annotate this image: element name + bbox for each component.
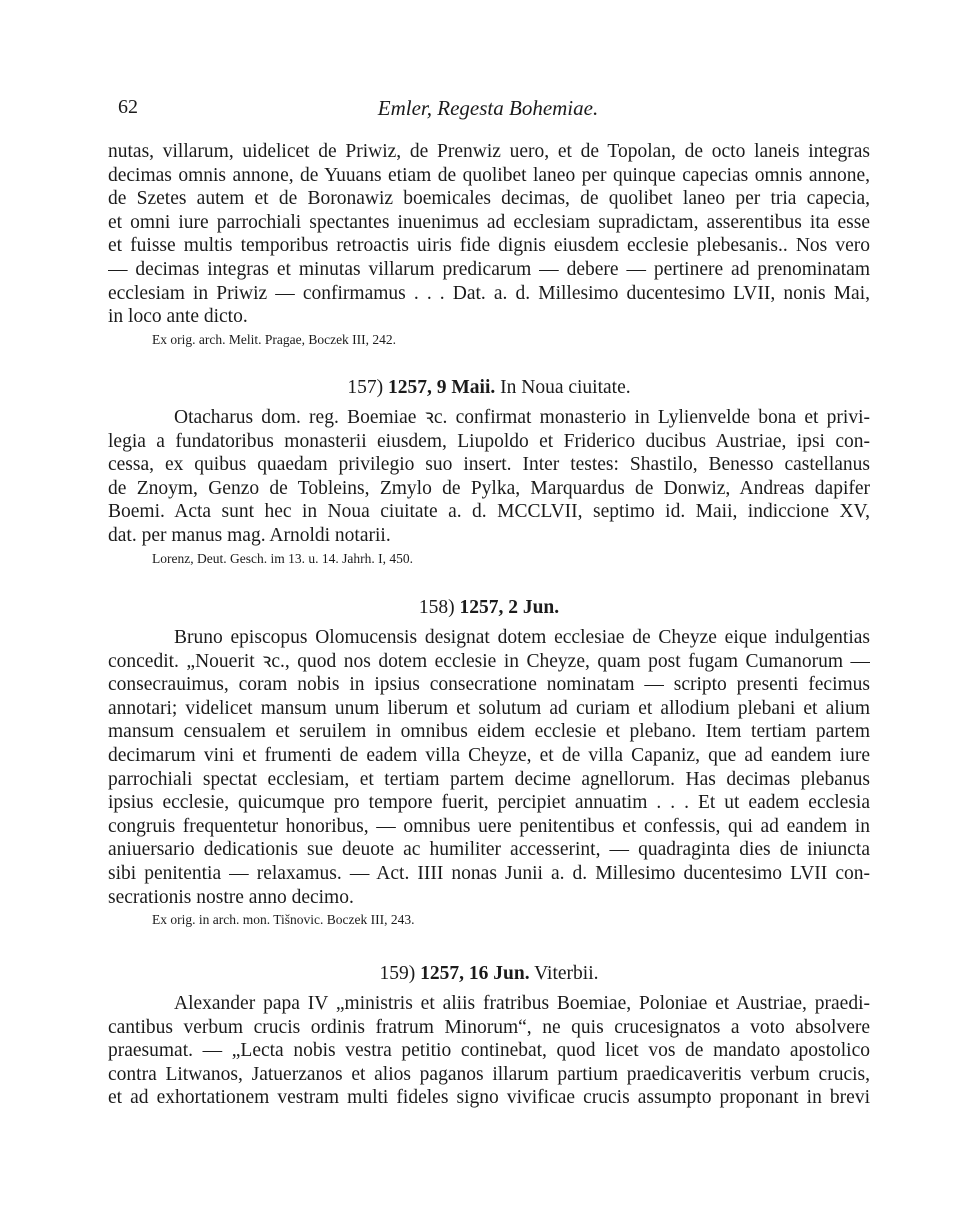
text-line: de Znoym, Genzo de Tobleins, Zmylo de Pylka, Marquardus de Donwiz, Andreas dapifer bbox=[108, 477, 870, 499]
page-number: 62 bbox=[118, 96, 138, 118]
text-line: aniuersario dedicationis sue deuote ac humiliter accesserint, — quadraginta dies de iniuncta bbox=[108, 839, 870, 861]
entry-heading bbox=[108, 596, 870, 620]
text-line: decimas omnis annone, de Yuuans etiam de quolibet laneo per quinque capecias omnis annone, bbox=[108, 164, 870, 186]
text-line: Bruno episcopus Olomucensis designat dotem ecclesiae de Cheyze eique indulgentias bbox=[174, 627, 870, 648]
text-line: ecclesiam in Priwiz — confirmamus . . . Dat. a. d. Millesimo ducentesimo LVII, nonis Mai, bbox=[108, 282, 870, 304]
text-line: mansum censualem et seruilem in omnibus eidem ecclesie et plebano. Item tertiam partem bbox=[108, 721, 870, 743]
entry-number: 159) bbox=[379, 963, 416, 984]
text-line: parrochiali spectat ecclesiam, et tertiam partem decime agnellorum. Has decimas plebanus bbox=[108, 768, 870, 790]
text-line: sibi penitentia — relaxamus. — Act. IIII nonas Junii a. d. Millesimo ducentesimo LVII con- bbox=[108, 862, 870, 884]
entry-date: 1257, 9 Maii. bbox=[388, 377, 496, 398]
page-header bbox=[118, 96, 858, 126]
text-line: cantibus verbum crucis ordinis fratrum Minorum“, ne quis crucesignatos a voto absolvere bbox=[108, 1016, 870, 1038]
text-line: cessa, ex quibus quaedam privilegio suo insert. Inter testes: Shastilo, Benesso castellanus bbox=[108, 454, 870, 476]
entry-place: Viterbii. bbox=[534, 963, 599, 984]
text-line: decimarum vini et frumenti de eadem villa Cheyze, et de villa Capaniz, que ad eandem iure bbox=[108, 744, 870, 766]
entry-heading bbox=[108, 376, 870, 400]
entry-place: In Noua ciuitate. bbox=[500, 377, 631, 398]
text-line: et omni iure parrochiali spectantes inuenimus ad ecclesiam supradictam, asserentibus ita esse bbox=[108, 211, 870, 233]
text-line: secrationis nostre anno decimo. bbox=[108, 886, 354, 908]
source-citation: Ex orig. in arch. mon. Tišnovic. Boczek III, 243. bbox=[152, 912, 415, 928]
entry-body bbox=[108, 992, 870, 1110]
text-line: consecrauimus, coram nobis in ipsius consecratione nominatam — scripto presenti fecimus bbox=[108, 674, 870, 696]
text-line: congruis frequentetur honoribus, — omnibus uere penitentibus et confessis, qui ad eandem in bbox=[108, 815, 870, 837]
text-line: et fuisse multis temporibus retroactis uiris fide dignis eiusdem ecclesie plebesanis.. Nos vero bbox=[108, 235, 870, 257]
entry-number: 157) bbox=[347, 377, 384, 398]
text-line: Otacharus dom. reg. Boemiae ꝛc. confirmat monasterio in Lylienvelde bona et privi- bbox=[174, 407, 870, 428]
text-line: in loco ante dicto. bbox=[108, 306, 248, 328]
text-line: nutas, villarum, uidelicet de Priwiz, de Prenwiz uero, et de Topolan, de octo laneis integras bbox=[108, 141, 870, 162]
text-line: et ad exhortationem vestram multi fideles signo vivificae crucis assumpto proponant in brevi bbox=[108, 1087, 870, 1109]
entry-heading bbox=[108, 962, 870, 986]
text-line: ipsius ecclesie, quicumque pro tempore fuerit, percipiet annuatim . . . Et ut eadem ecclesia bbox=[108, 792, 870, 814]
text-line: concedit. „Nouerit ꝛc., quod nos dotem ecclesie in Cheyze, quam post fugam Cumanorum — bbox=[108, 650, 870, 672]
entry-date: 1257, 2 Jun. bbox=[459, 597, 560, 618]
text-line: — decimas integras et minutas villarum predicarum — debere — pertinere ad prenominatam bbox=[108, 258, 870, 280]
entry-number: 158) bbox=[418, 597, 455, 618]
text-line: Boemi. Acta sunt hec in Noua ciuitate a. d. MCCLVII, septimo id. Maii, indiccione XV, bbox=[108, 501, 870, 523]
source-citation: Ex orig. arch. Melit. Pragae, Boczek III, 242. bbox=[152, 331, 397, 347]
entry-date: 1257, 16 Jun. bbox=[420, 963, 530, 984]
entry-body bbox=[108, 406, 870, 568]
text-line: legia a fundatoribus monasterii eiusdem, Liupoldo et Friderico ducibus Austriae, ipsi con- bbox=[108, 430, 870, 452]
text-line: dat. per manus mag. Arnoldi notarii. bbox=[108, 524, 391, 546]
source-citation: Lorenz, Deut. Gesch. im 13. u. 14. Jahrh. I, 450. bbox=[152, 550, 413, 566]
text-line: de Szetes autem et de Boronawiz boemicales decimas, de quolibet laneo per tria capecia, bbox=[108, 188, 870, 210]
entry-body bbox=[108, 626, 870, 929]
text-line: praesumat. — „Lecta nobis vestra petitio continebat, quod licet vos de mandato apostolico bbox=[108, 1040, 870, 1062]
text-line: annotari; videlicet mansum unum liberum et solutum ad curiam et allodium plebani et alium bbox=[108, 697, 870, 719]
text-line: Alexander papa IV „ministris et aliis fratribus Boemiae, Poloniae et Austriae, praedi- bbox=[174, 993, 870, 1014]
continuation-paragraph bbox=[108, 140, 870, 349]
running-title: Emler, Regesta Bohemiae. bbox=[377, 96, 599, 120]
text-line: contra Litwanos, Jatuerzanos et alios paganos illarum partium praedicaveritis verbum crucis, bbox=[108, 1063, 870, 1085]
